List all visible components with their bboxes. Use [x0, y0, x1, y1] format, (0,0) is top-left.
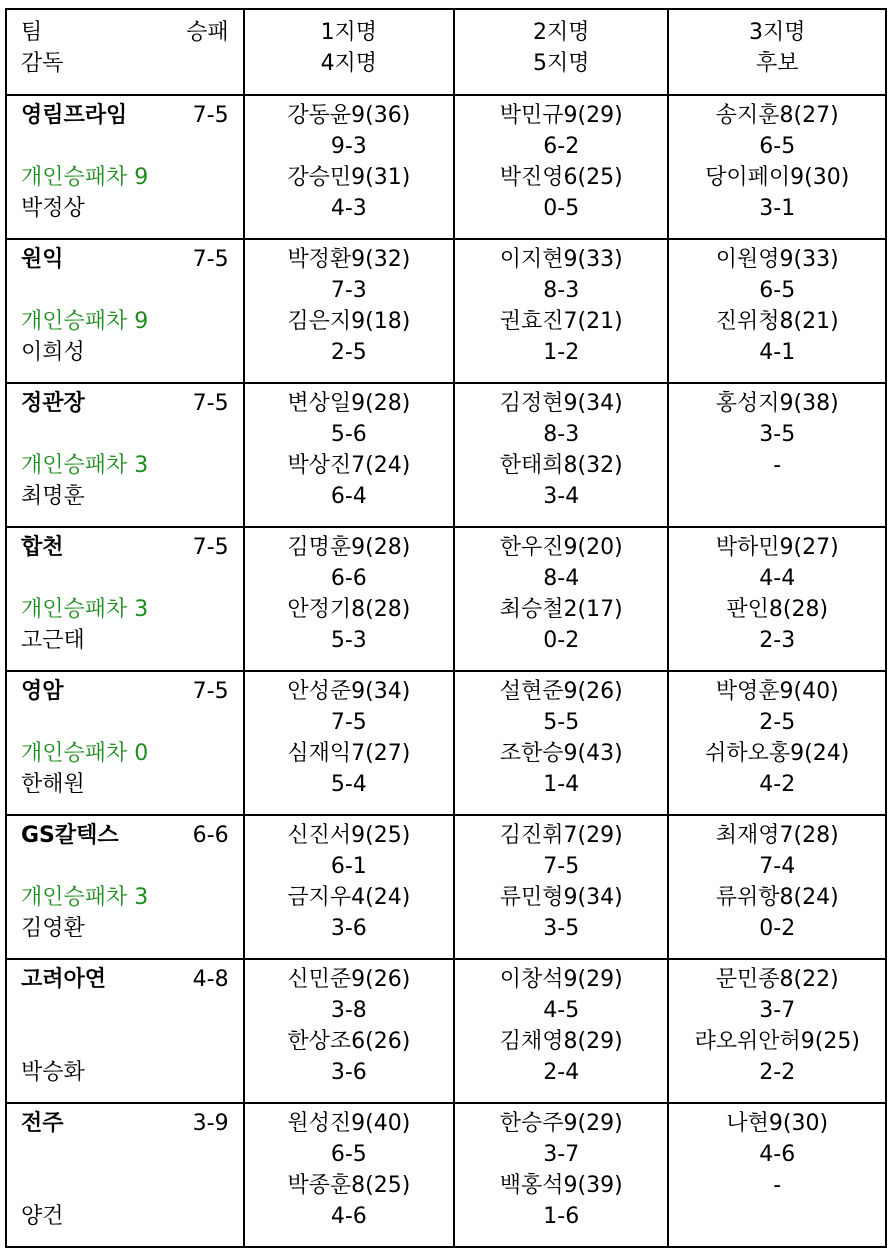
team-name: 정관장: [21, 391, 85, 416]
player-entry: 김정현9(34): [499, 391, 623, 416]
team-heading: [21, 244, 229, 275]
team-manager: 한해원: [21, 772, 85, 797]
player-record: 1-6: [543, 1204, 580, 1229]
team-row: [6, 815, 886, 959]
team-cell: [6, 959, 244, 1103]
spacer-line: [21, 995, 229, 1026]
team-manager: 이희성: [21, 340, 85, 365]
pick-column-2: [454, 527, 668, 671]
player-entry: 최승철2(17): [499, 597, 623, 622]
team-manager: 김영환: [21, 916, 85, 941]
player-record: 2-5: [759, 710, 796, 735]
team-name: 원익: [21, 247, 64, 272]
team-heading: [21, 532, 229, 563]
win-loss-diff: 개인승패차 3: [21, 597, 149, 622]
player-entry: 진위청8(21): [715, 309, 839, 334]
win-loss-diff: [21, 1026, 229, 1057]
player-record: [669, 1201, 885, 1232]
team-cell: [6, 527, 244, 671]
team-heading: [21, 964, 229, 995]
spacer-line: [21, 851, 229, 882]
player-record: 6-2: [543, 134, 580, 159]
player-record: 3-7: [759, 998, 796, 1023]
player-entry: 류위항8(24): [715, 885, 839, 910]
player-entry: 안정기8(28): [287, 597, 411, 622]
team-record: 7-5: [192, 247, 229, 272]
player-entry: 설현준9(26): [499, 679, 623, 704]
player-record: 6-4: [330, 484, 367, 509]
pick-column-3: [668, 815, 886, 959]
team-record: 4-8: [192, 967, 229, 992]
team-row: [6, 1103, 886, 1247]
player-entry: 홍성지9(38): [715, 391, 839, 416]
player-entry: 신진서9(25): [287, 823, 411, 848]
team-name: 고려아연: [21, 967, 107, 992]
player-record: 3-1: [759, 196, 796, 221]
player-record: [669, 481, 885, 512]
player-record: 5-3: [330, 628, 367, 653]
team-heading: [21, 676, 229, 707]
standings-table: [5, 8, 887, 1248]
player-record: 8-3: [543, 278, 580, 303]
player-record: 6-5: [330, 1142, 367, 1167]
pick-column-3: [668, 671, 886, 815]
player-entry: 한우진9(20): [499, 535, 623, 560]
player-entry: 류민형9(34): [499, 885, 623, 910]
team-name: 영암: [21, 679, 64, 704]
player-record: 3-6: [330, 916, 367, 941]
player-entry: 안성준9(34): [287, 679, 411, 704]
player-entry: 박진영6(25): [499, 165, 623, 190]
spacer-line: [21, 1139, 229, 1170]
player-record: 7-4: [759, 854, 796, 879]
team-name: 전주: [21, 1111, 64, 1136]
player-entry: 이지현9(33): [499, 247, 623, 272]
player-record: 4-6: [330, 1204, 367, 1229]
player-record: 3-4: [543, 484, 580, 509]
team-row: [6, 239, 886, 383]
player-record: 7-3: [330, 278, 367, 303]
player-entry: 원성진9(40): [287, 1111, 411, 1136]
win-loss-diff: 개인승패차 3: [21, 453, 149, 478]
player-record: 4-1: [759, 340, 796, 365]
player-entry: -: [773, 453, 782, 478]
player-entry: 심재익7(27): [287, 741, 411, 766]
player-entry: 박민규9(29): [499, 103, 623, 128]
player-record: 3-7: [543, 1142, 580, 1167]
player-record: 7-5: [330, 710, 367, 735]
spacer-line: [21, 131, 229, 162]
player-record: 6-1: [330, 854, 367, 879]
header-col2-line2: 5지명: [533, 51, 590, 76]
team-row: [6, 671, 886, 815]
team-manager: 고근태: [21, 628, 85, 653]
pick-column-2: [454, 95, 668, 239]
player-entry: 쉬하오홍9(24): [705, 741, 850, 766]
win-loss-diff: 개인승패차 9: [21, 165, 149, 190]
pick-column-3: [668, 383, 886, 527]
team-row: [6, 95, 886, 239]
player-record: 0-2: [543, 628, 580, 653]
header-row: [6, 9, 886, 95]
player-entry: 한승주9(29): [499, 1111, 623, 1136]
team-record: 7-5: [192, 103, 229, 128]
pick-column-1: [244, 1103, 454, 1247]
pick-column-3: [668, 239, 886, 383]
player-record: 3-5: [759, 422, 796, 447]
pick-column-3: [668, 959, 886, 1103]
player-record: 2-4: [543, 1060, 580, 1085]
team-cell: [6, 1103, 244, 1247]
player-record: 4-2: [759, 772, 796, 797]
player-record: 5-5: [543, 710, 580, 735]
spacer-line: [21, 275, 229, 306]
pick-column-1: [244, 239, 454, 383]
team-name: 합천: [21, 535, 64, 560]
player-entry: 백홍석9(39): [499, 1173, 623, 1198]
pick-column-1: [244, 527, 454, 671]
pick-column-2: [454, 815, 668, 959]
player-record: 1-4: [543, 772, 580, 797]
player-entry: 랴오위안허9(25): [694, 1029, 860, 1054]
player-record: 4-3: [330, 196, 367, 221]
pick-column-2: [454, 959, 668, 1103]
pick-column-2: [454, 383, 668, 527]
team-row: [6, 383, 886, 527]
header-col3-line2: 후보: [755, 51, 799, 76]
header-team: 팀: [21, 20, 43, 45]
player-record: 0-5: [543, 196, 580, 221]
pick-column-1: [244, 95, 454, 239]
player-record: 5-4: [330, 772, 367, 797]
header-col1-line2: 4지명: [320, 51, 378, 76]
team-manager: 박승화: [21, 1060, 85, 1085]
player-record: 6-5: [759, 278, 796, 303]
player-entry: 당이페이9(30): [705, 165, 850, 190]
pick-column-3: [668, 1103, 886, 1247]
player-record: 2-5: [330, 340, 367, 365]
header-col3-line1: 3지명: [748, 20, 806, 45]
header-col3: [668, 9, 886, 95]
player-entry: 박영훈9(40): [715, 679, 839, 704]
player-entry: 한상조6(26): [287, 1029, 411, 1054]
player-entry: 박상진7(24): [287, 453, 411, 478]
header-manager: 감독: [21, 51, 64, 76]
player-entry: 최재영7(28): [715, 823, 839, 848]
team-record: 6-6: [192, 823, 229, 848]
player-entry: 김채영8(29): [499, 1029, 623, 1054]
player-entry: 박종훈8(25): [287, 1173, 411, 1198]
header-col1: [244, 9, 454, 95]
player-record: 5-6: [330, 422, 367, 447]
player-entry: 강동윤9(36): [287, 103, 411, 128]
win-loss-diff: 개인승패차 9: [21, 309, 149, 334]
team-record: 7-5: [192, 391, 229, 416]
team-manager: 최명훈: [21, 484, 85, 509]
player-record: 3-6: [330, 1060, 367, 1085]
player-entry: 한태희8(32): [499, 453, 623, 478]
pick-column-3: [668, 527, 886, 671]
player-entry: 박하민9(27): [715, 535, 839, 560]
player-record: 3-8: [330, 998, 367, 1023]
team-manager: 양건: [21, 1204, 64, 1229]
team-manager: 박정상: [21, 196, 85, 221]
team-name: GS칼텍스: [21, 823, 119, 848]
player-record: 6-5: [759, 134, 796, 159]
pick-column-3: [668, 95, 886, 239]
player-entry: 금지우4(24): [287, 885, 411, 910]
header-col2: [454, 9, 668, 95]
player-record: 7-5: [543, 854, 580, 879]
player-record: 6-6: [330, 566, 367, 591]
player-entry: 김진휘7(29): [499, 823, 623, 848]
pick-column-2: [454, 1103, 668, 1247]
pick-column-2: [454, 239, 668, 383]
pick-column-2: [454, 671, 668, 815]
team-cell: [6, 815, 244, 959]
team-cell: [6, 95, 244, 239]
team-cell: [6, 383, 244, 527]
pick-column-1: [244, 671, 454, 815]
player-entry: 권효진7(21): [499, 309, 623, 334]
player-record: 8-3: [543, 422, 580, 447]
header-team-cell: [6, 9, 244, 95]
player-entry: 판인8(28): [726, 597, 829, 622]
player-entry: -: [773, 1173, 782, 1198]
pick-column-1: [244, 959, 454, 1103]
team-row: [6, 959, 886, 1103]
header-col1-line1: 1지명: [320, 20, 378, 45]
team-record: 3-9: [192, 1111, 229, 1136]
player-record: 4-4: [759, 566, 796, 591]
player-entry: 문민종8(22): [715, 967, 839, 992]
win-loss-diff: 개인승패차 3: [21, 885, 149, 910]
player-record: 0-2: [759, 916, 796, 941]
player-entry: 조한승9(43): [499, 741, 623, 766]
player-record: 9-3: [330, 134, 367, 159]
player-entry: 이창석9(29): [499, 967, 623, 992]
player-entry: 김명훈9(28): [287, 535, 411, 560]
player-entry: 김은지9(18): [287, 309, 411, 334]
team-cell: [6, 671, 244, 815]
team-row: [6, 527, 886, 671]
player-entry: 강승민9(31): [287, 165, 411, 190]
team-heading: [21, 100, 229, 131]
player-entry: 변상일9(28): [287, 391, 411, 416]
player-record: 8-4: [543, 566, 580, 591]
team-cell: [6, 239, 244, 383]
player-entry: 송지훈8(27): [715, 103, 839, 128]
team-name: 영림프라임: [21, 103, 128, 128]
pick-column-1: [244, 815, 454, 959]
win-loss-diff: 개인승패차 0: [21, 741, 149, 766]
player-entry: 이원영9(33): [715, 247, 839, 272]
header-record: 승패: [186, 20, 229, 45]
player-record: 2-3: [759, 628, 796, 653]
spacer-line: [21, 563, 229, 594]
player-record: 4-6: [759, 1142, 796, 1167]
spacer-line: [21, 707, 229, 738]
spacer-line: [21, 419, 229, 450]
player-record: 3-5: [543, 916, 580, 941]
team-record: 7-5: [192, 535, 229, 560]
player-record: 1-2: [543, 340, 580, 365]
player-entry: 박정환9(32): [287, 247, 411, 272]
player-record: 2-2: [759, 1060, 796, 1085]
team-heading: [21, 820, 229, 851]
win-loss-diff: [21, 1170, 229, 1201]
team-heading: [21, 388, 229, 419]
player-entry: 신민준9(26): [287, 967, 411, 992]
team-record: 7-5: [192, 679, 229, 704]
header-col2-line1: 2지명: [533, 20, 590, 45]
team-heading: [21, 1108, 229, 1139]
pick-column-1: [244, 383, 454, 527]
player-entry: 나현9(30): [726, 1111, 829, 1136]
player-record: 4-5: [543, 998, 580, 1023]
